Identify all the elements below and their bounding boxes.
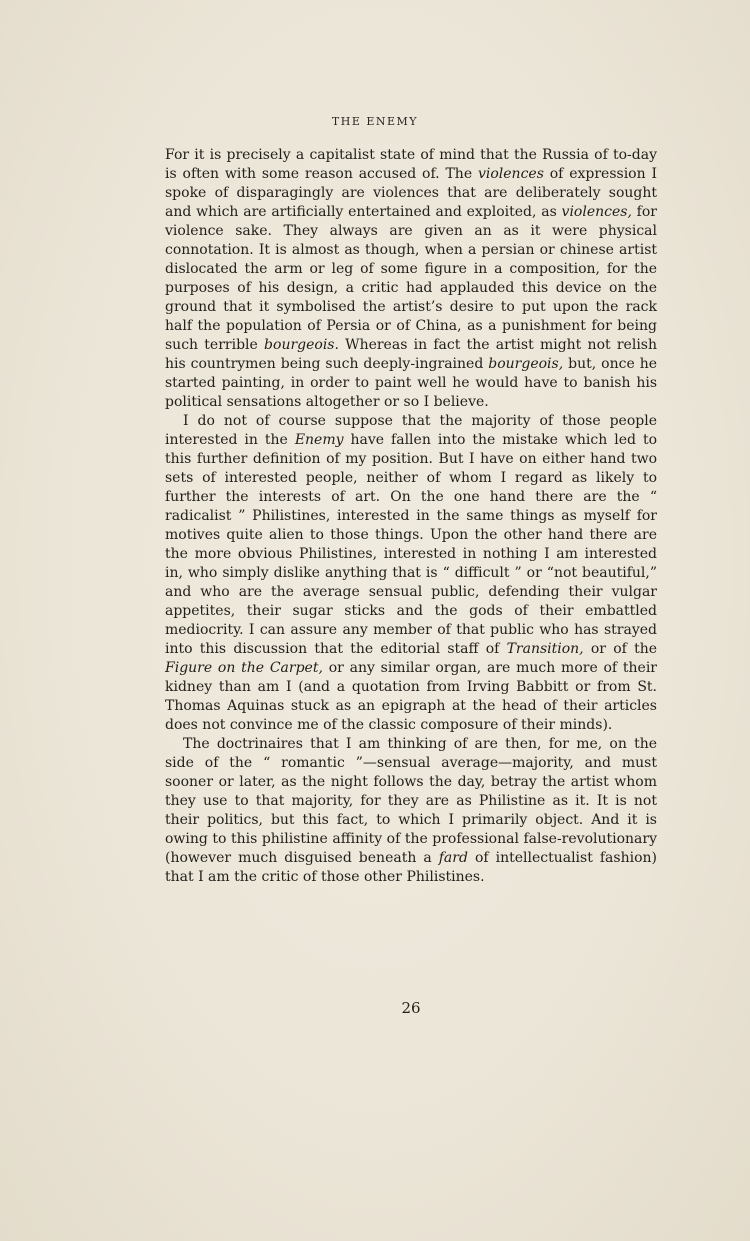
text-run: of expression I spoke of disparagingly are violences that are deliberately sought and which are artificially entertained and exploited, as [165,166,657,220]
italic-run: fard [438,850,468,866]
italic-run: Figure on the Carpet, [165,660,323,676]
text-run: Whereas in fact the artist might not relish his countrymen being such deeply-ingrained [165,337,657,372]
body-text [165,146,657,887]
running-head: THE ENEMY [331,115,419,128]
italic-run: violences [477,166,544,182]
page-number: 26 [401,999,421,1017]
paragraph [165,735,657,887]
italic-run: Transition, [506,641,584,657]
text-run: or of the [583,641,657,657]
italic-run: Enemy [294,432,344,448]
text-run: but, once he started painting, in order to paint well he would have to banish his political sensations altogether or so I believe. [165,356,657,410]
text-run: I do not of course suppose that the majority of those people interested in the [165,413,657,448]
italic-run: bourgeois, [488,356,564,372]
italic-run: bourgeois. [264,337,339,353]
paragraph [165,412,657,735]
text-run: or any similar organ, are much more of their kidney than am I (and a quotation from Irving Babbitt or from St. Thomas Aquinas stuck as an epigraph at the head of their articles does not convince me of the classic composure of their minds). [165,660,657,733]
text-run: For it is precisely a capitalist state of mind that the Russia of to-day is often with some reason accused of. The [165,147,657,182]
text-run: for violence sake. They always are given an as it were physical connotation. It is almost as though, when a persian or chinese artist dislocated the arm or leg of some figure in a composition, for the purposes of his design, a critic had applauded this device on the ground that it symbolised the artist’s desire to put upon the rack half the population of Persia or of China, as a punishment for being such terrible [165,204,657,353]
paragraph [165,146,657,412]
italic-run: violences, [561,204,632,220]
text-run: The doctrinaires that I am thinking of are then, for me, on the side of the “ romantic ”—sensual average—majority, and must sooner or later, as the night follows the day, betray the artist whom they use to that majority, for they are as Philistine as it. It is not their politics, but this fact, to which I primarily object. And it is owing to this philistine affinity of the professional false-revolutionary (however much disguised beneath a [165,736,657,866]
text-run: have fallen into the mistake which led to this further definition of my position. But I have on either hand two sets of interested people, neither of whom I regard as likely to further the interests of art. On the one hand there are the “ radicalist ” Philistines, interested in the same things as myself for motives quite alien to those things. Upon the other hand there are the more obvious Philistines, interested in nothing I am interested in, who simply dislike anything that is “ difficult ” or “not beautiful,” and who are the average sensual public, defending their vulgar appetites, their sugar sticks and the gods of their embattled mediocrity. I can assure any member of that public who has strayed into this discussion that the editorial staff of [165,432,657,657]
text-run: of intellectualist fashion) that I am the critic of those other Philistines. [165,850,657,885]
